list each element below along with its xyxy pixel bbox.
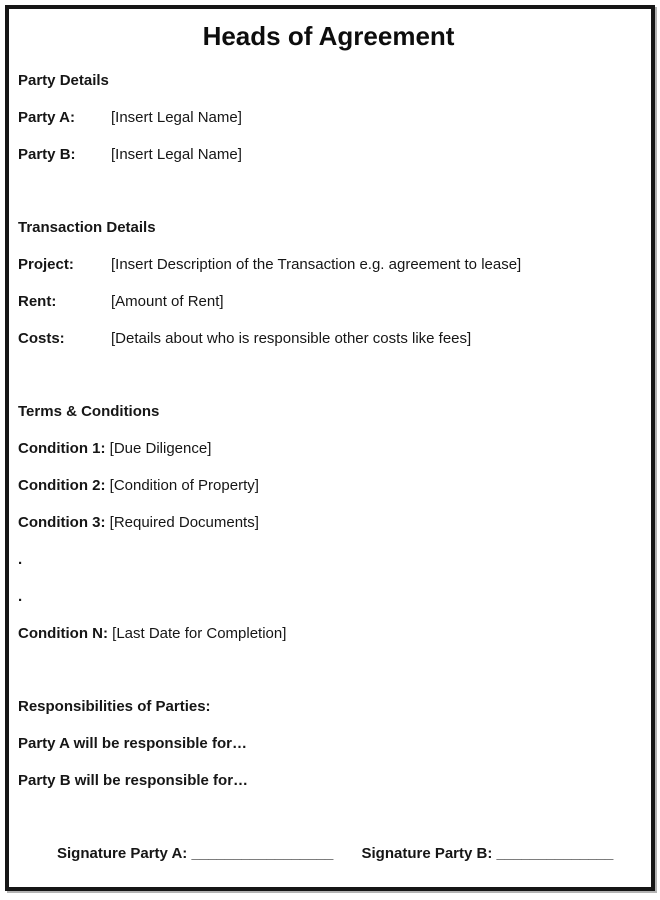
condition-1-label: Condition 1:	[18, 440, 106, 457]
party-b-value: [Insert Legal Name]	[111, 146, 242, 163]
condition-n-value: [Last Date for Completion]	[112, 625, 287, 642]
party-b-label: Party B:	[18, 146, 76, 163]
document-page	[5, 5, 655, 891]
condition-1-value: [Due Diligence]	[109, 440, 212, 457]
party-a-value: [Insert Legal Name]	[111, 109, 242, 126]
project-value: [Insert Description of the Transaction e.g. agreement to lease]	[111, 256, 522, 273]
document-title: Heads of Agreement	[202, 21, 455, 51]
condition-3-value: [Required Documents]	[109, 514, 259, 531]
project-label: Project:	[18, 256, 74, 273]
condition-n-row	[18, 623, 639, 644]
rent-label: Rent:	[18, 293, 57, 310]
condition-2-row	[18, 475, 639, 496]
costs-row	[18, 328, 639, 349]
party-details-heading: Party Details	[18, 72, 109, 89]
party-a-label: Party A:	[18, 109, 75, 126]
transaction-details-heading: Transaction Details	[18, 219, 156, 236]
ellipsis-dot-1: .	[18, 551, 23, 568]
responsibilities-heading: Responsibilities of Parties:	[18, 698, 211, 715]
responsibility-party-b: Party B will be responsible for…	[18, 772, 249, 789]
signature-party-a-line: _________________	[191, 845, 334, 862]
condition-2-value: [Condition of Property]	[109, 477, 259, 494]
ellipsis-dot-2: .	[18, 588, 23, 605]
condition-n-label: Condition N:	[18, 625, 108, 642]
project-row	[18, 254, 639, 275]
signature-party-a-label: Signature Party A:	[57, 845, 188, 862]
signature-party-b-label: Signature Party B:	[361, 845, 493, 862]
terms-conditions-heading: Terms & Conditions	[18, 403, 160, 420]
condition-3-label: Condition 3:	[18, 514, 106, 531]
signature-row	[18, 843, 639, 864]
party-b-row	[18, 144, 639, 165]
costs-value: [Details about who is responsible other costs like fees]	[111, 330, 472, 347]
rent-value: [Amount of Rent]	[111, 293, 224, 310]
condition-1-row	[18, 438, 639, 459]
condition-3-row	[18, 512, 639, 533]
document-content	[9, 9, 651, 864]
condition-2-label: Condition 2:	[18, 477, 106, 494]
party-a-row	[18, 107, 639, 128]
rent-row	[18, 291, 639, 312]
responsibility-party-a: Party A will be responsible for…	[18, 735, 247, 752]
signature-party-b-line: ______________	[496, 845, 614, 862]
costs-label: Costs:	[18, 330, 65, 347]
